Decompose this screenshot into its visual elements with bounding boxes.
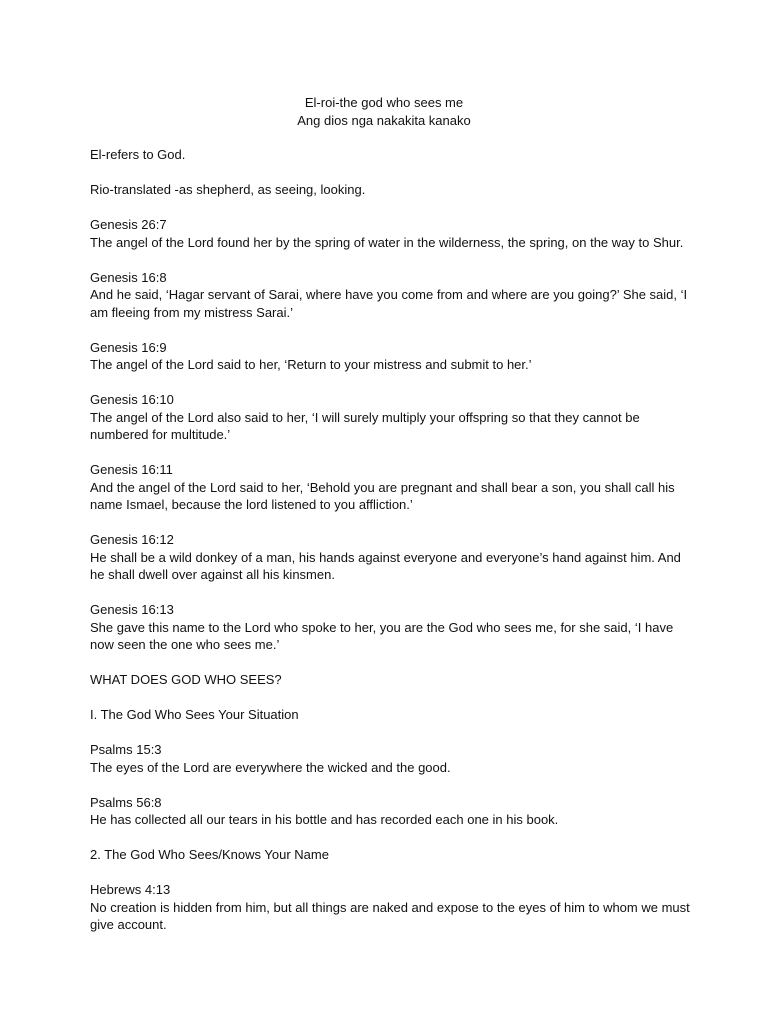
verse-block — [90, 339, 690, 374]
verse-text: The eyes of the Lord are everywhere the wicked and the good. — [90, 759, 451, 775]
verse-text: The angel of the Lord said to her, ‘Return to your mistress and submit to her.’ — [90, 357, 532, 372]
verse-text: The angel of the Lord found her by the spring of water in the wilderness, the spring, on the way to Shur. — [90, 234, 684, 250]
verse-block — [90, 794, 690, 829]
verse-reference: Genesis 16:8 — [90, 269, 167, 285]
verse-block — [90, 601, 690, 654]
title-line-english: El-roi-the god who sees me — [304, 95, 464, 110]
verse-text: And he said, ‘Hagar servant of Sarai, where have you come from and where are you going?’ She said, ‘I am fleeing from my mistress Sarai.’ — [90, 287, 688, 320]
verse-block — [90, 269, 690, 322]
verse-text: No creation is hidden from him, but all things are naked and expose to the eyes of him to whom we must give account. — [90, 899, 690, 932]
verse-text: He shall be a wild donkey of a man, his hands against everyone and everyone’s hand against him. And he shall dwell over against all his kinsmen. — [90, 549, 681, 582]
document-body — [90, 146, 690, 951]
definition-el: El-refers to God. — [90, 147, 186, 162]
verse-block — [90, 881, 690, 934]
verse-reference: Genesis 16:13 — [90, 602, 174, 617]
verse-block — [90, 391, 690, 444]
verse-reference: Psalms 56:8 — [90, 794, 162, 810]
verse-reference: Genesis 16:10 — [90, 392, 174, 407]
verse-text: And the angel of the Lord said to her, ‘Behold you are pregnant and shall bear a son, you shall call his name Ismael, because the lord listened to you affliction.’ — [90, 479, 675, 512]
verse-text: She gave this name to the Lord who spoke to her, you are the God who sees me, for she said, ‘I have now seen the one who sees me.’ — [90, 619, 674, 652]
definition-rio: Rio-translated -as shepherd, as seeing, looking. — [90, 182, 366, 197]
verse-block — [90, 461, 690, 514]
verse-reference: Genesis 16:11 — [90, 462, 173, 477]
section-heading: 2. The God Who Sees/Knows Your Name — [90, 847, 329, 862]
verse-block — [90, 216, 690, 251]
verse-block — [90, 741, 690, 776]
verse-text: The angel of the Lord also said to her, ‘I will surely multiply your offspring so that they cannot be numbered for multitude.’ — [90, 409, 640, 442]
verse-block — [90, 531, 690, 584]
question-heading: WHAT DOES GOD WHO SEES? — [90, 672, 282, 687]
verse-reference: Genesis 16:12 — [90, 532, 174, 547]
verse-text: He has collected all our tears in his bottle and has recorded each one in his book. — [90, 812, 559, 827]
verse-reference: Psalms 15:3 — [90, 742, 162, 757]
verse-reference: Hebrews 4:13 — [90, 882, 171, 897]
section-heading: I. The God Who Sees Your Situation — [90, 707, 299, 722]
title-line-cebuano: Ang dios nga nakakita kanako — [297, 112, 471, 128]
verse-reference: Genesis 16:9 — [90, 339, 167, 355]
verse-reference: Genesis 26:7 — [90, 217, 167, 232]
document-title — [0, 94, 768, 129]
